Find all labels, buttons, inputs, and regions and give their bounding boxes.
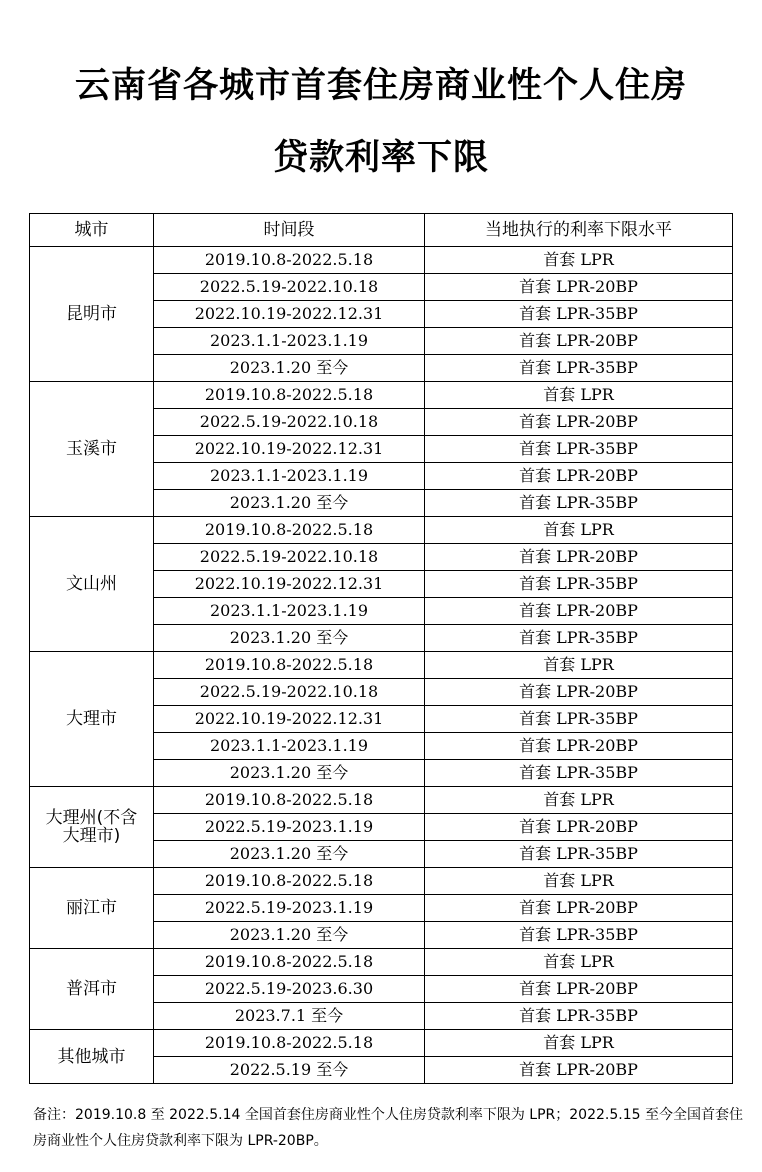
period-cell: 2019.10.8-2022.5.18 [154,517,425,544]
period-cell: 2019.10.8-2022.5.18 [154,247,425,274]
table-row [30,652,733,679]
period-cell: 2023.1.1-2023.1.19 [154,598,425,625]
city-cell: 丽江市 [30,868,154,949]
period-cell: 2022.5.19-2023.1.19 [154,895,425,922]
period-cell: 2023.7.1 至今 [154,1003,425,1030]
period-cell: 2022.5.19-2022.10.18 [154,544,425,571]
rate-cell: 首套 LPR [425,787,733,814]
header-rate: 当地执行的利率下限水平 [425,214,733,247]
city-cell: 大理市 [30,652,154,787]
period-cell: 2023.1.1-2023.1.19 [154,328,425,355]
rate-cell: 首套 LPR [425,517,733,544]
header-city: 城市 [30,214,154,247]
rate-cell: 首套 LPR-35BP [425,625,733,652]
city-cell: 大理州(不含大理市) [30,787,154,868]
rate-cell: 首套 LPR [425,382,733,409]
rate-cell: 首套 LPR [425,1030,733,1057]
period-cell: 2019.10.8-2022.5.18 [154,1030,425,1057]
period-cell: 2023.1.1-2023.1.19 [154,463,425,490]
period-cell: 2022.5.19-2022.10.18 [154,409,425,436]
rate-cell: 首套 LPR-35BP [425,436,733,463]
rate-cell: 首套 LPR-35BP [425,355,733,382]
city-cell: 其他城市 [30,1030,154,1084]
city-cell: 玉溪市 [30,382,154,517]
period-cell: 2022.10.19-2022.12.31 [154,301,425,328]
period-cell: 2019.10.8-2022.5.18 [154,652,425,679]
city-cell: 文山州 [30,517,154,652]
page-subtitle: 贷款利率下限 [272,137,489,178]
period-cell: 2022.5.19 至今 [154,1057,425,1084]
table-row [30,247,733,274]
period-cell: 2023.1.20 至今 [154,490,425,517]
city-cell: 普洱市 [30,949,154,1030]
rate-cell: 首套 LPR-35BP [425,490,733,517]
period-cell: 2022.10.19-2022.12.31 [154,436,425,463]
table-row [30,949,733,976]
table-body [30,247,733,1084]
period-cell: 2022.5.19-2023.6.30 [154,976,425,1003]
period-cell: 2023.1.20 至今 [154,625,425,652]
rate-cell: 首套 LPR-20BP [425,409,733,436]
city-cell: 昆明市 [30,247,154,382]
rate-cell: 首套 LPR-20BP [425,463,733,490]
rate-cell: 首套 LPR-35BP [425,301,733,328]
rate-cell: 首套 LPR-35BP [425,571,733,598]
rate-cell: 首套 LPR-35BP [425,841,733,868]
period-cell: 2022.5.19-2022.10.18 [154,679,425,706]
period-cell: 2023.1.1-2023.1.19 [154,733,425,760]
rate-cell: 首套 LPR-20BP [425,544,733,571]
rate-cell: 首套 LPR-35BP [425,922,733,949]
rate-cell: 首套 LPR-20BP [425,895,733,922]
rate-cell: 首套 LPR [425,949,733,976]
table-header-row [30,214,733,247]
period-cell: 2022.5.19-2022.10.18 [154,274,425,301]
rate-cell: 首套 LPR [425,868,733,895]
period-cell: 2023.1.20 至今 [154,922,425,949]
header-period: 时间段 [154,214,425,247]
period-cell: 2019.10.8-2022.5.18 [154,949,425,976]
rate-cell: 首套 LPR-35BP [425,1003,733,1030]
rate-cell: 首套 LPR-20BP [425,679,733,706]
rate-cell: 首套 LPR-20BP [425,274,733,301]
table-row [30,868,733,895]
rate-cell: 首套 LPR-35BP [425,760,733,787]
period-cell: 2019.10.8-2022.5.18 [154,787,425,814]
rate-table [29,213,733,1084]
table-row [30,787,733,814]
footnote: 备注：2019.10.8 至 2022.5.14 全国首套住房商业性个人住房贷款利率下限为 LPR；2022.5.15 至今全国首套住房商业性个人住房贷款利率下限为 LPR-20BP。 [33,1107,743,1149]
rate-cell: 首套 LPR [425,247,733,274]
rate-cell: 首套 LPR [425,652,733,679]
rate-cell: 首套 LPR-20BP [425,976,733,1003]
table-row [30,382,733,409]
rate-cell: 首套 LPR-20BP [425,814,733,841]
rate-cell: 首套 LPR-20BP [425,328,733,355]
period-cell: 2022.10.19-2022.12.31 [154,571,425,598]
rate-cell: 首套 LPR-35BP [425,706,733,733]
period-cell: 2023.1.20 至今 [154,760,425,787]
period-cell: 2022.5.19-2023.1.19 [154,814,425,841]
rate-cell: 首套 LPR-20BP [425,733,733,760]
rate-cell: 首套 LPR-20BP [425,1057,733,1084]
period-cell: 2023.1.20 至今 [154,841,425,868]
table-row [30,517,733,544]
period-cell: 2022.10.19-2022.12.31 [154,706,425,733]
period-cell: 2019.10.8-2022.5.18 [154,868,425,895]
page-title: 云南省各城市首套住房商业性个人住房 [74,65,687,106]
period-cell: 2019.10.8-2022.5.18 [154,382,425,409]
table-row [30,1030,733,1057]
rate-cell: 首套 LPR-20BP [425,598,733,625]
period-cell: 2023.1.20 至今 [154,355,425,382]
